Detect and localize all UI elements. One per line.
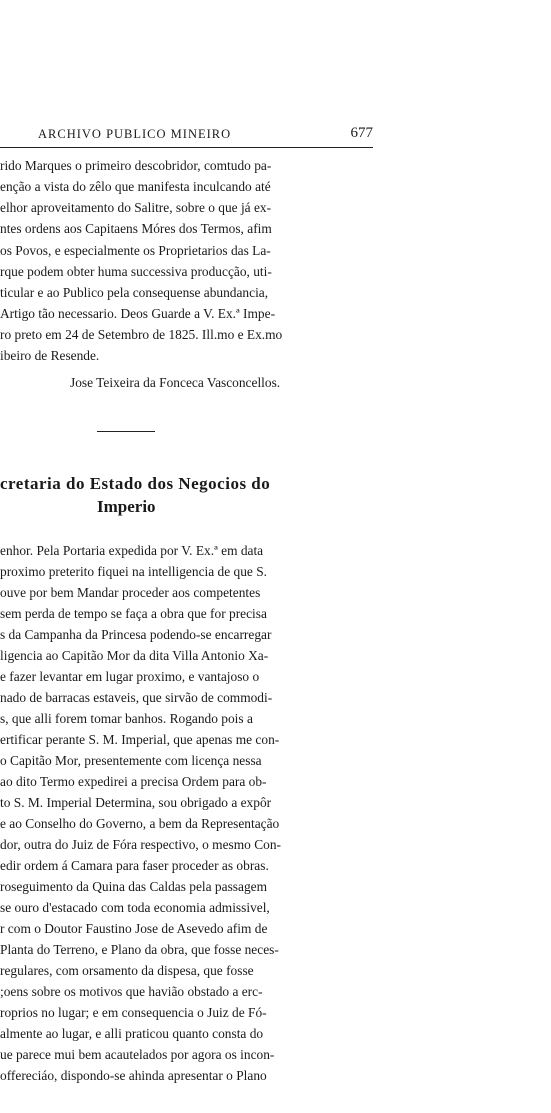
text-line: sem perda de tempo se faça a obra que for precisa bbox=[0, 606, 267, 621]
section-heading-continued: Imperio bbox=[97, 497, 156, 516]
page-number: 677 bbox=[350, 125, 373, 141]
text-line: ticular e ao Publico pela consequense abundancia, bbox=[0, 285, 269, 300]
text-line: roseguimento da Quina das Caldas pela passagem bbox=[0, 879, 267, 894]
text-line: Planta do Terreno, e Plano da obra, que fosse neces- bbox=[0, 942, 279, 957]
signature-line: Jose Teixeira da Fonceca Vasconcellos. bbox=[70, 375, 281, 390]
text-line: s, que alli forem tomar banhos. Rogando pois a bbox=[0, 711, 253, 726]
text-line: proximo preterito fiquei na intelligencia de que S. bbox=[0, 564, 267, 579]
text-line: e ao Conselho do Governo, a bem da Representação bbox=[0, 816, 280, 831]
text-line: offereciáo, dispondo-se ahinda apresentar o Plano bbox=[0, 1068, 267, 1083]
text-line: os Povos, e especialmente os Proprietarios das La- bbox=[0, 243, 271, 258]
running-header bbox=[38, 127, 373, 149]
text-line: regulares, com orsamento da dispesa, que fosse bbox=[0, 963, 254, 978]
text-line: rido Marques o primeiro descobridor, comtudo pa- bbox=[0, 158, 272, 173]
text-line: dor, outra do Juiz de Fóra respectivo, o mesmo Con- bbox=[0, 837, 281, 852]
text-line: e fazer levantar em lugar proximo, e vantajoso o bbox=[0, 669, 260, 684]
section-divider bbox=[97, 431, 155, 432]
text-line: enção a vista do zêlo que manifesta inculcando até bbox=[0, 179, 271, 194]
text-line: rque podem obter huma successiva producção, uti- bbox=[0, 264, 272, 279]
text-line: ro preto em 24 de Setembro de 1825. Ill.mo e Ex.mo bbox=[0, 327, 283, 342]
text-line: elhor aproveitamento do Salitre, sobre o que já ex- bbox=[0, 200, 272, 215]
text-line: to S. M. Imperial Determina, sou obrigado a expôr bbox=[0, 795, 272, 810]
text-line: edir ordem á Camara para faser proceder as obras. bbox=[0, 858, 269, 873]
text-line: ntes ordens aos Capitaens Móres dos Termos, afim bbox=[0, 221, 272, 236]
text-line: almente ao lugar, e alli praticou quanto consta do bbox=[0, 1026, 264, 1041]
running-title: ARCHIVO PUBLICO MINEIRO bbox=[38, 127, 232, 141]
text-line: enhor. Pela Portaria expedida por V. Ex.ª em data bbox=[0, 543, 264, 558]
text-line: o Capitão Mor, presentemente com licença nessa bbox=[0, 753, 262, 768]
text-line: roprios no lugar; e em consequencia o Juiz de Fó- bbox=[0, 1005, 267, 1020]
text-line: ao dito Termo expedirei a precisa Ordem para ob- bbox=[0, 774, 267, 789]
text-line: s da Campanha da Princesa podendo-se encarregar bbox=[0, 627, 272, 642]
text-line: Artigo tão necessario. Deos Guarde a V. Ex.ª Impe- bbox=[0, 306, 276, 321]
text-line: se ouro d'estacado com toda economia admissivel, bbox=[0, 900, 270, 915]
header-rule bbox=[0, 147, 373, 148]
text-line: ertificar perante S. M. Imperial, que apenas me con- bbox=[0, 732, 280, 747]
text-line: nado de barracas estaveis, que sirvão de commodi- bbox=[0, 690, 273, 705]
text-line: ue parece mui bem acautelados por agora os incon- bbox=[0, 1047, 275, 1062]
text-line: ligencia ao Capitão Mor da dita Villa Antonio Xa- bbox=[0, 648, 269, 663]
section-heading: cretaria do Estado dos Negocios do bbox=[0, 474, 271, 493]
text-line: ibeiro de Resende. bbox=[0, 348, 100, 363]
text-line: ;oens sobre os motivos que havião obstado a erc- bbox=[0, 984, 263, 999]
text-line: r com o Doutor Faustino Jose de Asevedo afim de bbox=[0, 921, 268, 936]
text-line: ouve por bem Mandar proceder aos competentes bbox=[0, 585, 261, 600]
